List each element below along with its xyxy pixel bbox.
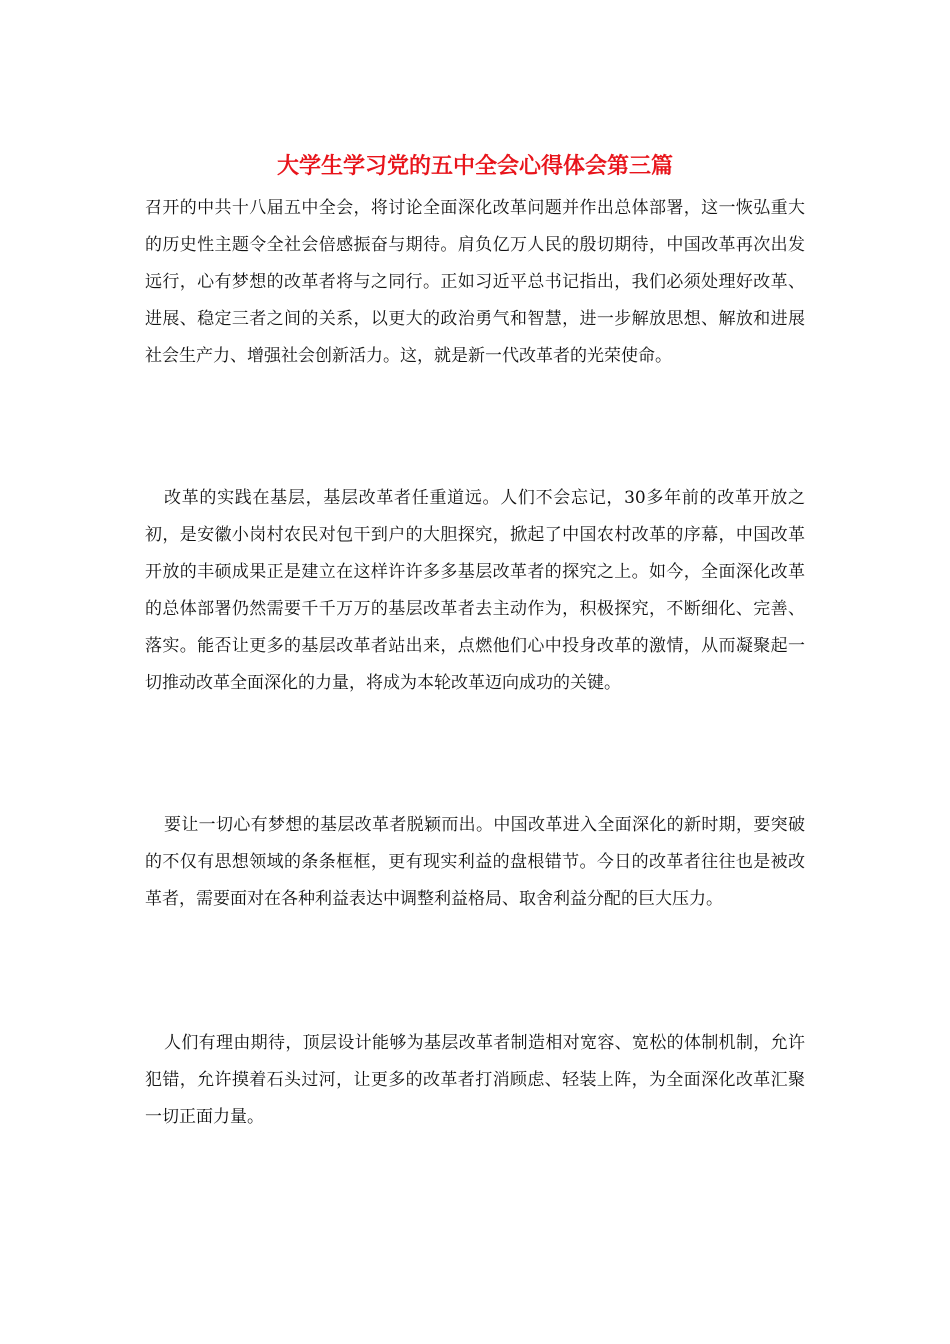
paragraph-1: 召开的中共十八届五中全会，将讨论全面深化改革问题并作出总体部署，这一恢弘重大的历史性主题令全社会倍感振奋与期待。肩负亿万人民的殷切期待，中国改革再次出发远行，心有梦想的改革者将与之同行。正如习近平总书记指出，我们必须处理好改革、进展、稳定三者之间的关系，以更大的政治勇气和智慧，进一步解放思想、解放和进展社会生产力、增强社会创新活力。这，就是新一代改革者的光荣使命。 <box>145 198 805 366</box>
paragraph-4: 人们有理由期待，顶层设计能够为基层改革者制造相对宽容、宽松的体制机制，允许犯错，允许摸着石头过河，让更多的改革者打消顾虑、轻装上阵，为全面深化改革汇聚一切正面力量。 <box>145 1033 805 1127</box>
document-title: 大学生学习党的五中全会心得体会第三篇 <box>276 153 673 179</box>
paragraph-3: 要让一切心有梦想的基层改革者脱颖而出。中国改革进入全面深化的新时期，要突破的不仅有思想领域的条条框框，更有现实利益的盘根错节。今日的改革者往往也是被改革者，需要面对在各种利益表达中调整利益格局、取舍利益分配的巨大压力。 <box>145 815 805 909</box>
paragraph-2: 改革的实践在基层，基层改革者任重道远。人们不会忘记，30多年前的改革开放之初，是安徽小岗村农民对包干到户的大胆探究，掀起了中国农村改革的序幕，中国改革开放的丰硕成果正是建立在这样许许多多基层改革者的探究之上。如今，全面深化改革的总体部署仍然需要千千万万的基层改革者去主动作为，积极探究，不断细化、完善、落实。能否让更多的基层改革者站出来，点燃他们心中投身改革的激情，从而凝聚起一切推动改革全面深化的力量，将成为本轮改革迈向成功的关键。 <box>145 488 805 693</box>
